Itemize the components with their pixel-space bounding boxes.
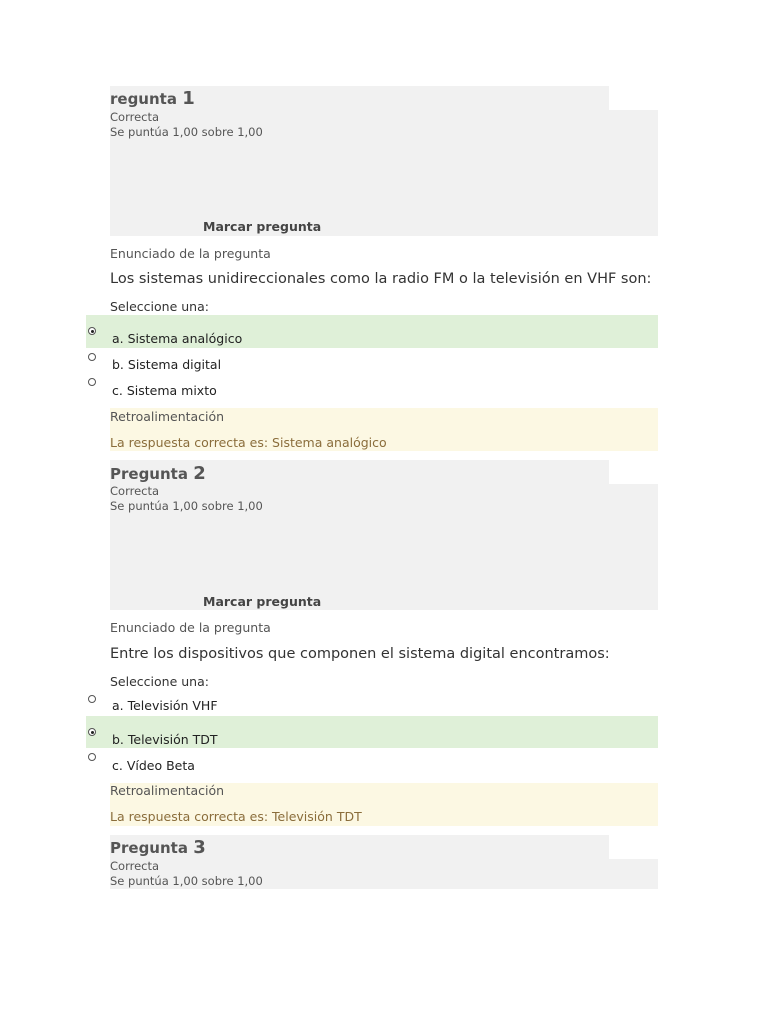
question-2-state: Correcta bbox=[110, 484, 160, 498]
question-2-stem-label: Enunciado de la pregunta bbox=[110, 620, 271, 635]
question-1-option-b-label[interactable]: b. Sistema digital bbox=[112, 357, 222, 372]
question-3-grade: Se puntúa 1,00 sobre 1,00 bbox=[110, 874, 263, 888]
question-1-state: Correcta bbox=[110, 110, 160, 124]
question-2-feedback-text: La respuesta correcta es: Televisión TDT bbox=[110, 809, 362, 824]
question-3-number: 3 bbox=[193, 837, 206, 858]
question-1-option-a-radio[interactable] bbox=[88, 327, 96, 335]
question-3-title bbox=[110, 837, 206, 858]
question-3-state: Correcta bbox=[110, 859, 160, 873]
question-2-prompt: Seleccione una: bbox=[110, 674, 209, 689]
question-2-grade: Se puntúa 1,00 sobre 1,00 bbox=[110, 499, 263, 513]
question-2-option-c-label[interactable]: c. Vídeo Beta bbox=[112, 758, 195, 773]
question-2-option-b-radio[interactable] bbox=[88, 728, 96, 736]
question-1-option-a-label[interactable]: a. Sistema analógico bbox=[112, 331, 243, 346]
question-2-option-b-label[interactable]: b. Televisión TDT bbox=[112, 732, 218, 747]
question-1-option-c-radio[interactable] bbox=[88, 378, 96, 386]
question-1-feedback-text: La respuesta correcta es: Sistema analógico bbox=[110, 435, 387, 450]
question-1-number: 1 bbox=[182, 88, 195, 109]
question-1-feedback-label: Retroalimentación bbox=[110, 409, 225, 424]
question-3-title-word: Pregunta bbox=[110, 839, 188, 857]
question-2-flag-link[interactable]: Marcar pregunta bbox=[203, 594, 322, 609]
question-2-text: Entre los dispositivos que componen el sistema digital encontramos: bbox=[110, 646, 610, 662]
question-2-option-c-radio[interactable] bbox=[88, 753, 96, 761]
question-2-option-a-radio[interactable] bbox=[88, 695, 96, 703]
question-2-title bbox=[110, 463, 206, 484]
question-1-option-b-radio[interactable] bbox=[88, 353, 96, 361]
question-2-option-a-label[interactable]: a. Televisión VHF bbox=[112, 698, 218, 713]
question-1-flag-link[interactable]: Marcar pregunta bbox=[203, 219, 322, 234]
question-1-prompt: Seleccione una: bbox=[110, 299, 209, 314]
question-1-text: Los sistemas unidireccionales como la radio FM o la televisión en VHF son: bbox=[110, 271, 652, 287]
question-2-title-word: Pregunta bbox=[110, 465, 188, 483]
question-1-title-word: regunta bbox=[110, 90, 177, 108]
question-2-number: 2 bbox=[193, 463, 206, 484]
question-2-feedback-label: Retroalimentación bbox=[110, 783, 225, 798]
question-1-option-c-label[interactable]: c. Sistema mixto bbox=[112, 383, 217, 398]
question-1-stem-label: Enunciado de la pregunta bbox=[110, 246, 271, 261]
question-1-grade: Se puntúa 1,00 sobre 1,00 bbox=[110, 125, 263, 139]
question-1-title bbox=[110, 88, 195, 109]
